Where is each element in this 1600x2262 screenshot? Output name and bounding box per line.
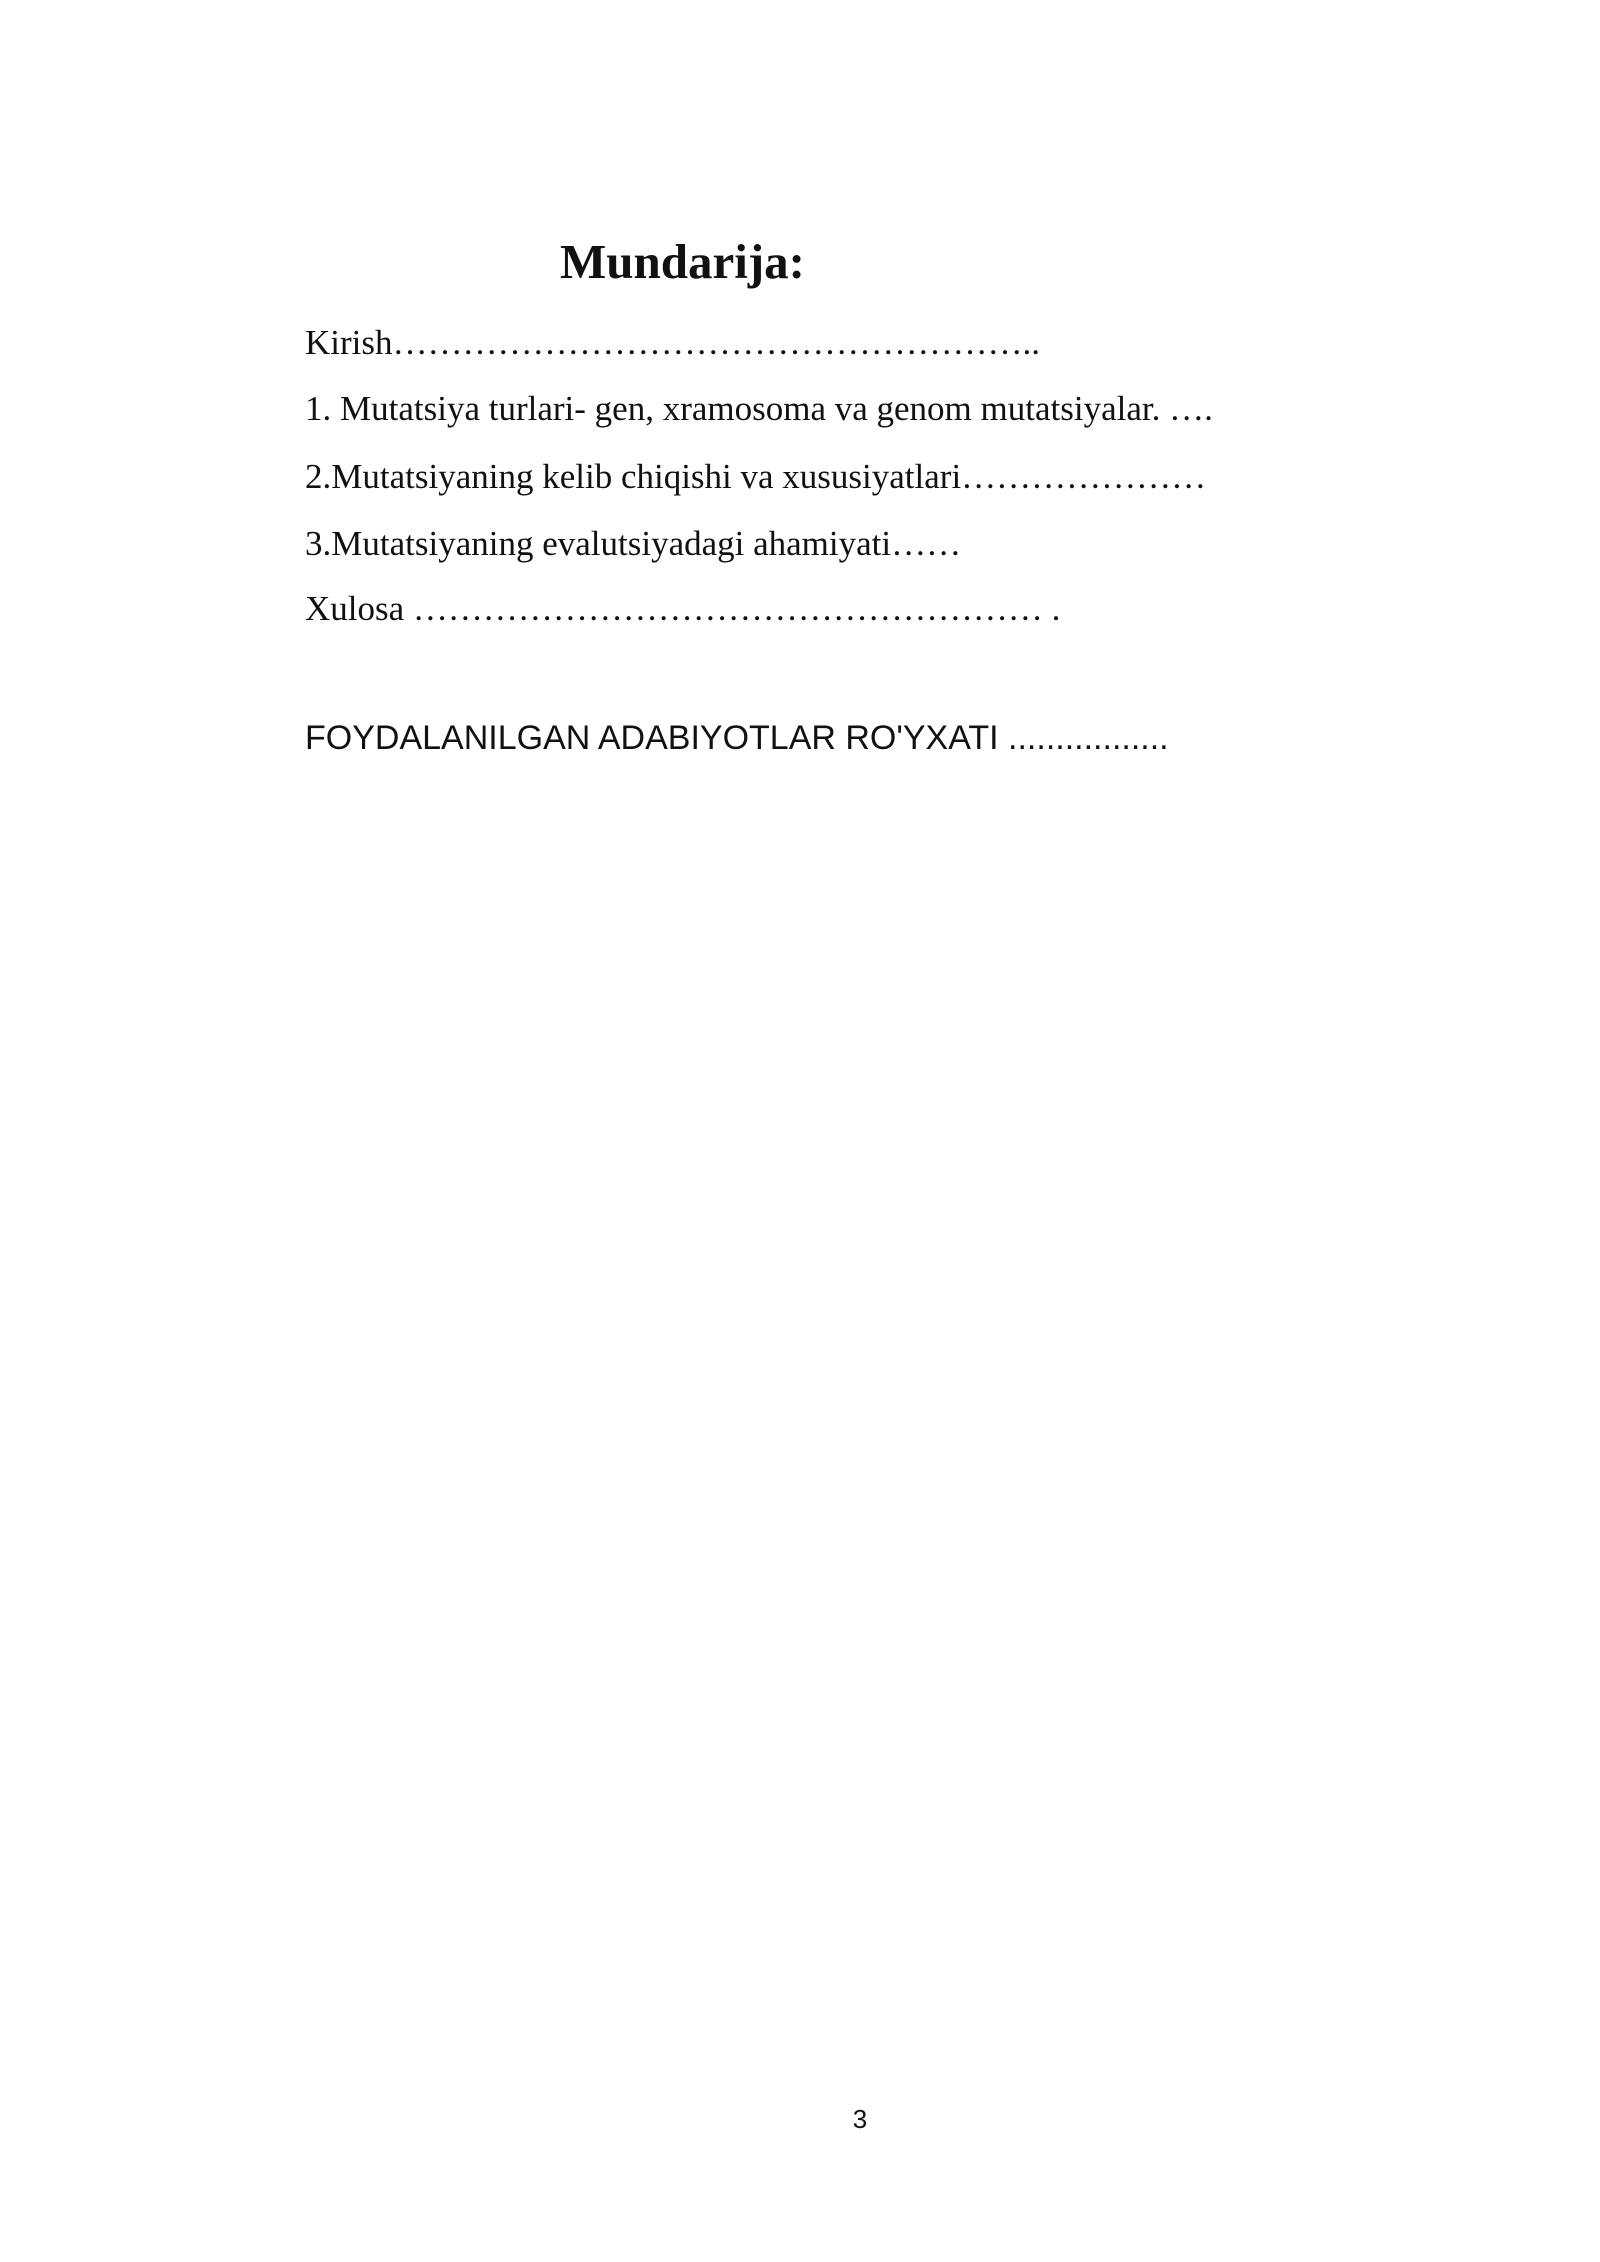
page-number: 3 <box>852 2104 868 2134</box>
toc-entry-mutation-origin: 2.Mutatsiyaning kelib chiqishi va xususiyatlari………………… <box>305 457 1207 496</box>
toc-entry-mutation-evolution: 3.Mutatsiyaning evalutsiyadagi ahamiyati…… <box>305 524 962 563</box>
toc-entry-introduction: Kirish……………………………………………….. <box>305 323 1040 362</box>
page-title: Mundarija: <box>560 234 805 289</box>
toc-entry-conclusion: Xulosa ……………………………………………… . <box>305 589 1061 628</box>
toc-entry-mutation-types: 1. Mutatsiya turlari- gen, xramosoma va genom mutatsiyalar. …. <box>305 389 1213 428</box>
toc-entry-references: FOYDALANILGAN ADABIYOTLAR RO'YXATI ................. <box>305 719 1169 757</box>
